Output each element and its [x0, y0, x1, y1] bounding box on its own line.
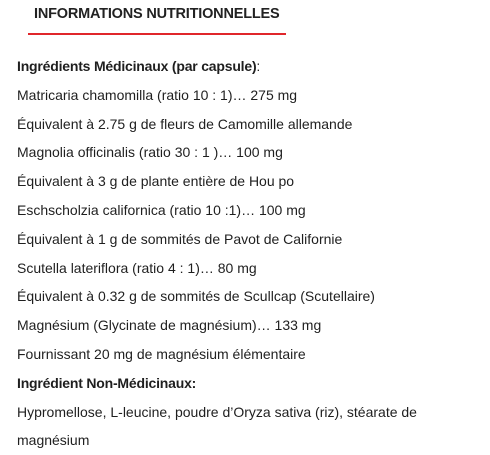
medicinal-heading-text: Ingrédients Médicinaux (par capsule): [17, 58, 257, 74]
ingredient-line: Magnolia officinalis (ratio 30 : 1 )… 100 mg: [17, 144, 283, 161]
non-medicinal-ingredients-text: Hypromellose, L-leucine, poudre d’Oryza sativa (riz), stéarate de magnésium: [17, 403, 417, 449]
medicinal-ingredients-heading: [17, 52, 484, 81]
ingredient-equivalent-line: Fournissant 20 mg de magnésium élémentaire: [17, 345, 306, 362]
ingredient-line: Matricaria chamomilla (ratio 10 : 1)… 275 mg: [17, 86, 298, 103]
ingredient-line: Eschscholzia californica (ratio 10 :1)… 100 mg: [17, 201, 306, 218]
title-underline: [28, 33, 286, 35]
section-title: INFORMATIONS NUTRITIONNELLES: [34, 6, 280, 22]
ingredient-line: Scutella lateriflora (ratio 4 : 1)… 80 mg: [17, 259, 257, 276]
ingredients-content: [17, 52, 484, 455]
non-medicinal-heading: Ingrédient Non-Médicinaux:: [17, 374, 197, 391]
ingredient-equivalent-line: Équivalent à 0.32 g de sommités de Scullcap (Scutellaire): [17, 288, 375, 305]
ingredient-equivalent-line: Équivalent à 2.75 g de fleurs de Camomille allemande: [17, 115, 353, 132]
ingredient-equivalent-line: Équivalent à 1 g de sommités de Pavot de Californie: [17, 230, 343, 247]
ingredient-line: Magnésium (Glycinate de magnésium)… 133 mg: [17, 317, 322, 334]
medicinal-heading-colon: :: [256, 58, 261, 74]
ingredient-equivalent-line: Équivalent à 3 g de plante entière de Hou po: [17, 173, 295, 190]
